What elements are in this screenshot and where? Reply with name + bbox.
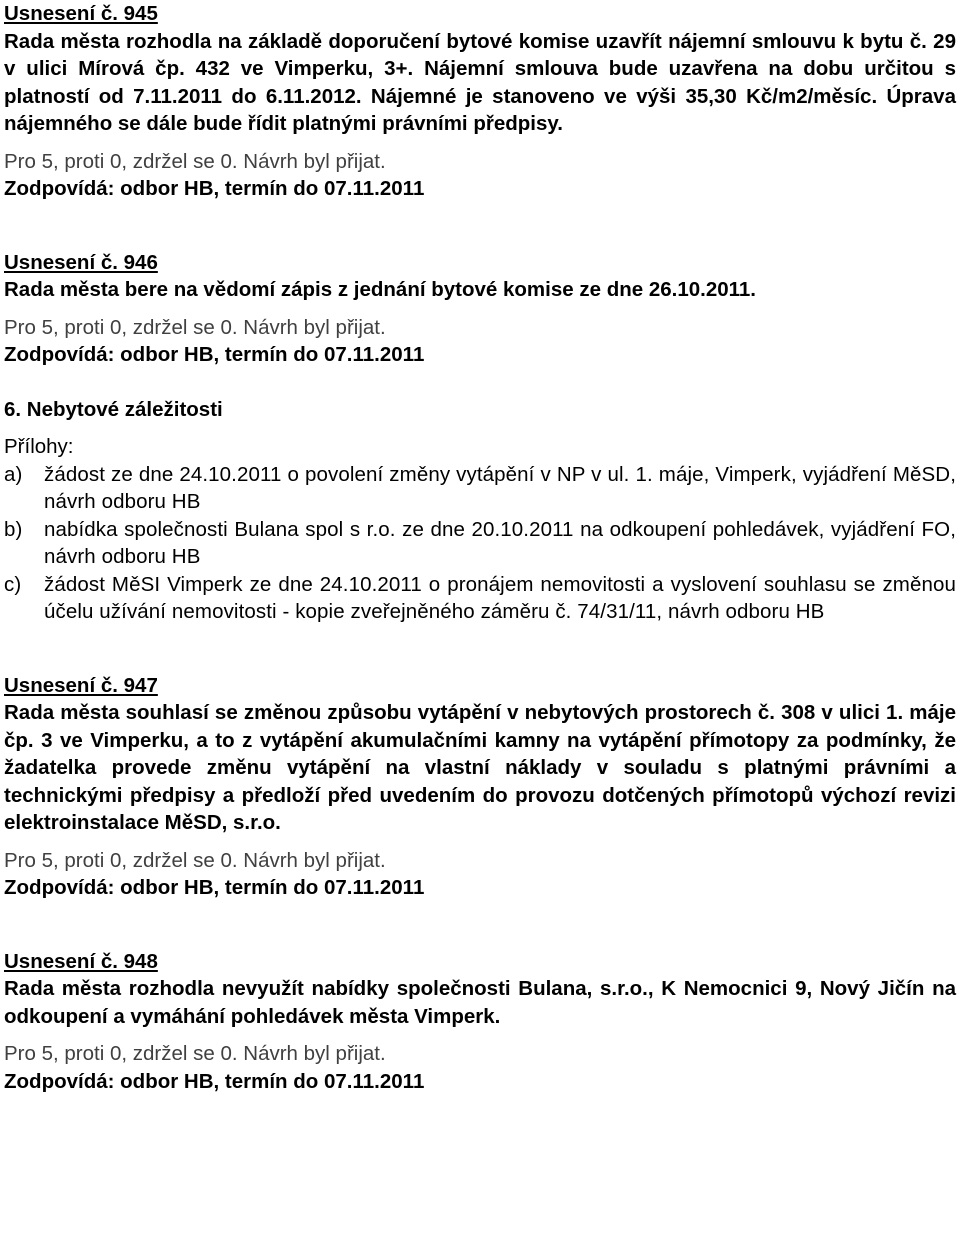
attachments-label: Přílohy: (4, 435, 74, 458)
vote-result: Pro 5, proti 0, zdržel se 0. Návrh byl přijat. (4, 315, 386, 339)
attachment-item (4, 571, 956, 626)
vote-result: Pro 5, proti 0, zdržel se 0. Návrh byl přijat. (4, 848, 386, 872)
attachment-item (4, 461, 956, 516)
section-heading: 6. Nebytové záležitosti (4, 397, 223, 421)
vote-result: Pro 5, proti 0, zdržel se 0. Návrh byl přijat. (4, 1042, 386, 1065)
attachment-item (4, 516, 956, 571)
attachment-text: žádost MěSI Vimperk ze dne 24.10.2011 o pronájem nemovitosti a vyslovení souhlasu se změnou účelu užívání nemovitosti - kopie zveřejněného záměru č. 74/31/11, návrh odboru HB (44, 572, 956, 623)
attachment-marker: c) (4, 572, 22, 596)
attachment-marker: a) (4, 462, 23, 486)
attachment-text: nabídka společnosti Bulana spol s r.o. ze dne 20.10.2011 na odkoupení pohledávek, vyjádření FO, návrh odboru HB (44, 517, 956, 568)
responsible-line: Zodpovídá: odbor HB, termín do 07.11.2011 (4, 343, 425, 366)
resolution-text: Rada města rozhodla na základě doporučení bytové komise uzavřít nájemní smlouvu k bytu č. 29 v ulici Mírová čp. 432 ve Vimperku, 3+. Nájemní smlouva bude uzavřena na dobu určitou s platností od 7.11.2011 do 6.11.2012. Nájemné je stanoveno ve výši 35,30 Kč/m2/měsíc. Úprava nájemného se dále bude řídit platnými právními předpisy. (4, 29, 956, 135)
resolution-number: Usnesení č. 945 (4, 2, 158, 25)
resolution-948 (4, 948, 956, 1096)
resolution-946 (4, 249, 956, 369)
resolution-text: Rada města rozhodla nevyužít nabídky společnosti Bulana, s.r.o., K Nemocnici 9, Nový Jičín na odkoupení a vymáhání pohledávek města Vimperk. (4, 977, 956, 1028)
responsible-line: Zodpovídá: odbor HB, termín do 07.11.2011 (4, 876, 425, 899)
vote-result: Pro 5, proti 0, zdržel se 0. Návrh byl přijat. (4, 149, 386, 173)
resolution-number: Usnesení č. 947 (4, 673, 158, 697)
attachment-marker: b) (4, 517, 23, 541)
document-page (4, 0, 956, 1095)
resolution-text: Rada města bere na vědomí zápis z jednání bytové komise ze dne 26.10.2011. (4, 278, 756, 301)
attachments-list (4, 461, 956, 626)
resolution-number: Usnesení č. 946 (4, 250, 158, 274)
section-non-residential (4, 396, 956, 626)
responsible-line: Zodpovídá: odbor HB, termín do 07.11.2011 (4, 1069, 425, 1093)
resolution-945 (4, 0, 956, 203)
attachment-text: žádost ze dne 24.10.2011 o povolení změny vytápění v NP v ul. 1. máje, Vimperk, vyjádření MěSD, návrh odboru HB (44, 462, 956, 513)
responsible-line: Zodpovídá: odbor HB, termín do 07.11.2011 (4, 177, 425, 200)
resolution-number: Usnesení č. 948 (4, 949, 158, 973)
resolution-text: Rada města souhlasí se změnou způsobu vytápění v nebytových prostorech č. 308 v ulici 1. máje čp. 3 ve Vimperku, a to z vytápění akumulačními kamny na vytápění přímotopy za podmínky, že žadatelka provede změnu vytápění na vlastní náklady v souladu s platnými právními a technickými předpisy a předloží před uvedením do provozu dotčených přímotopů výchozí revizi elektroinstalace MěSD, s.r.o. (4, 701, 956, 834)
resolution-947 (4, 672, 956, 902)
